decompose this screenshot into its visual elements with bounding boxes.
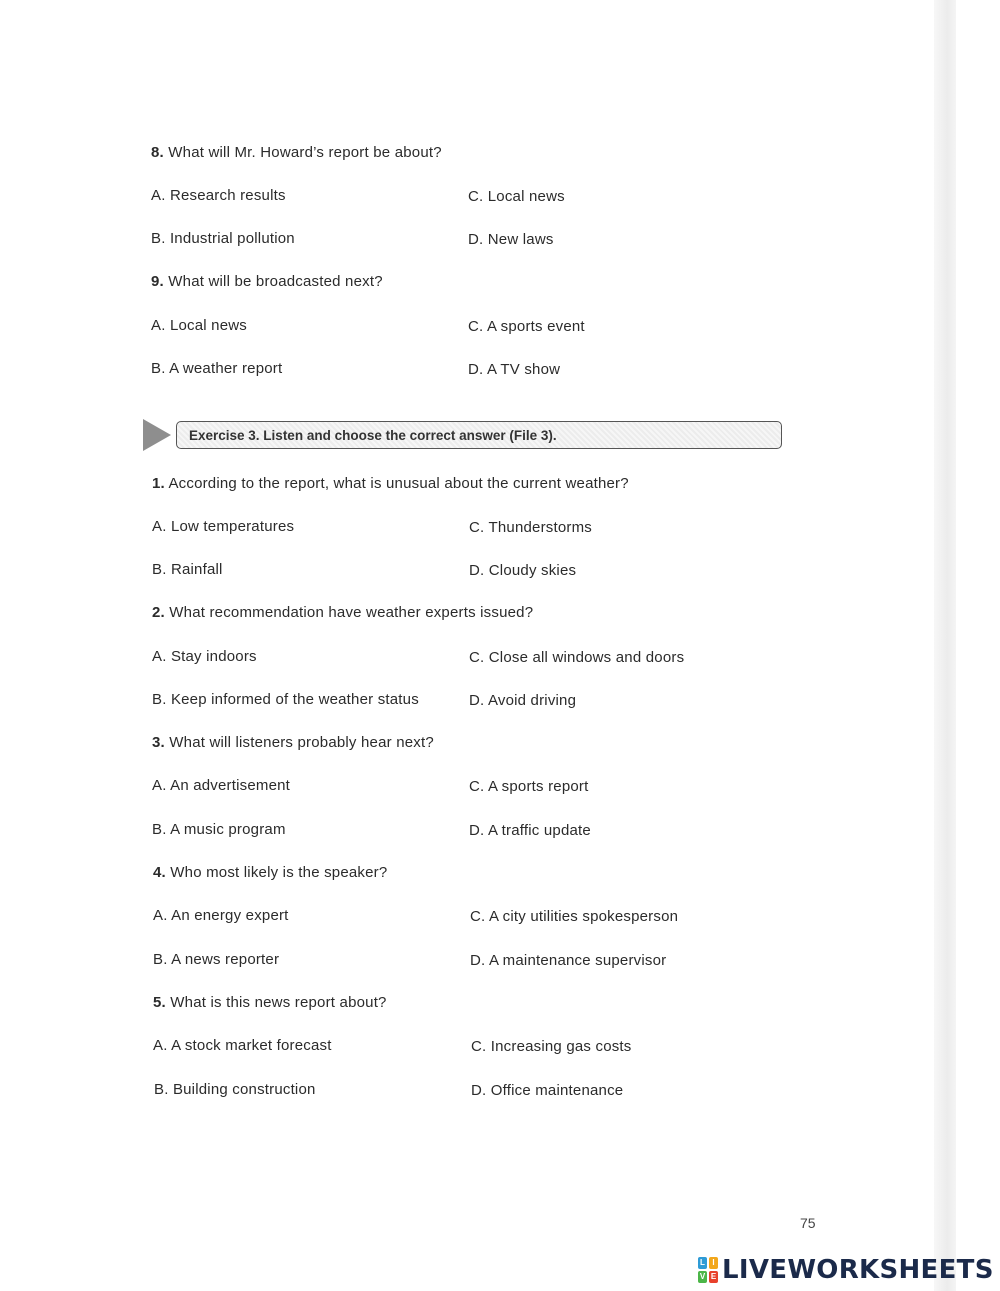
q8-option-b: B. Industrial pollution <box>151 230 295 247</box>
liveworksheets-logo <box>698 1254 994 1286</box>
ex3-q2-option-a: A. Stay indoors <box>152 648 257 665</box>
ex3-q5-option-c: C. Increasing gas costs <box>471 1038 632 1055</box>
q8-option-d: D. New laws <box>468 231 554 248</box>
q8-option-c: C. Local news <box>468 188 565 205</box>
ex3-q1-option-a: A. Low temperatures <box>152 518 295 535</box>
question-8: 8. What will Mr. Howard’s report be about? <box>151 144 442 161</box>
ex3-q3-option-c: C. A sports report <box>469 778 589 795</box>
q9-option-c: C. A sports event <box>468 318 585 335</box>
page-number: 75 <box>800 1215 816 1231</box>
ex3-question-5: 5. What is this news report about? <box>153 994 387 1011</box>
ex3-q3-option-a: A. An advertisement <box>152 777 291 794</box>
ex3-q4-option-b: B. A news reporter <box>153 951 280 968</box>
ex3-q4-option-d: D. A maintenance supervisor <box>470 952 667 969</box>
ex3-question-3: 3. What will listeners probably hear next? <box>152 734 434 751</box>
ex3-q1-option-c: C. Thunderstorms <box>469 519 592 536</box>
ex3-question-4: 4. Who most likely is the speaker? <box>153 864 388 881</box>
q9-option-a: A. Local news <box>151 317 247 334</box>
ex3-q5-option-b: B. Building construction <box>154 1081 316 1098</box>
q9-option-d: D. A TV show <box>468 361 561 378</box>
ex3-q3-option-d: D. A traffic update <box>469 822 591 839</box>
ex3-q2-option-d: D. Avoid driving <box>469 692 577 709</box>
ex3-q5-option-d: D. Office maintenance <box>471 1082 624 1099</box>
ex3-q2-option-b: B. Keep informed of the weather status <box>152 691 419 708</box>
ex3-q3-option-b: B. A music program <box>152 821 286 838</box>
liveworksheets-logo-icon: L I V E <box>699 1258 717 1281</box>
q9-option-b: B. A weather report <box>151 360 283 377</box>
exercise-3-title: Exercise 3. Listen and choose the correct answer (File 3). <box>189 428 557 443</box>
ex3-q5-option-a: A. A stock market forecast <box>153 1037 332 1054</box>
ex3-question-2: 2. What recommendation have weather experts issued? <box>152 604 534 621</box>
scan-page-edge <box>934 0 956 1291</box>
play-arrow-icon <box>143 419 171 451</box>
ex3-q1-option-b: B. Rainfall <box>152 561 223 578</box>
liveworksheets-logo-text: LIVEWORKSHEETS <box>722 1255 994 1285</box>
ex3-question-1: 1. According to the report, what is unusual about the current weather? <box>152 475 629 492</box>
ex3-q1-option-d: D. Cloudy skies <box>469 562 577 579</box>
question-9: 9. What will be broadcasted next? <box>151 273 383 290</box>
ex3-q4-option-a: A. An energy expert <box>153 907 289 924</box>
ex3-q4-option-c: C. A city utilities spokesperson <box>470 908 679 925</box>
ex3-q2-option-c: C. Close all windows and doors <box>469 649 685 666</box>
q8-option-a: A. Research results <box>151 187 286 204</box>
exercise-3-header <box>176 421 782 449</box>
